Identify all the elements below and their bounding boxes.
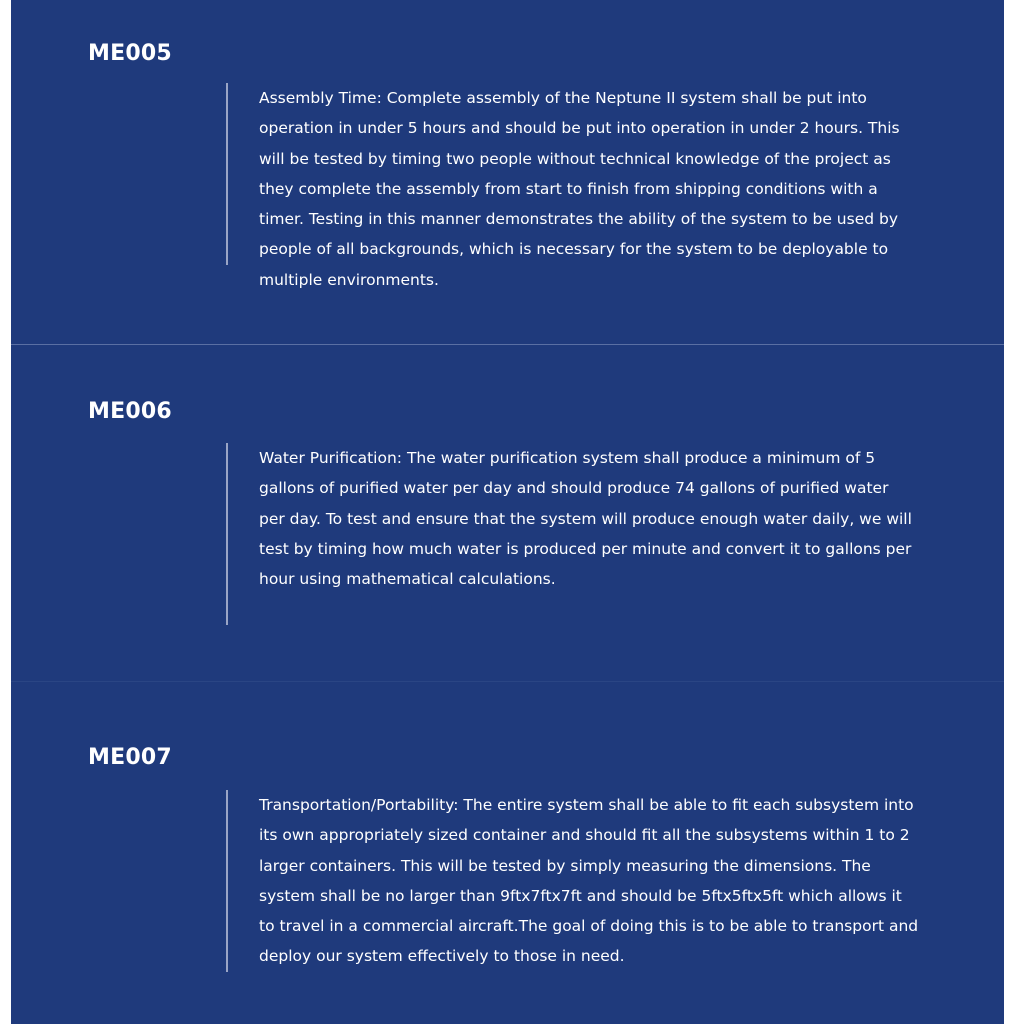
requirement-description: Transportation/Portability: The entire system shall be able to fit each subsystem into its own appropriately sized container and should fit all the subsystems within 1 to 2 larger containers. This will be tested by simply measuring the dimensions. The system shall be no larger than 9ftx7ftx7ft and should be 5ftx5ftx5ft which allows it to travel in a commercial aircraft.The goal of doing this is to be able to transport and deploy our system effectively to those in need. xyxy=(259,796,919,966)
quote-bar xyxy=(226,790,228,972)
requirements-page xyxy=(11,0,1004,1024)
requirement-code: ME007 xyxy=(88,745,172,770)
requirement-section-me006 xyxy=(11,345,1004,681)
requirement-code: ME005 xyxy=(88,41,172,66)
requirement-code: ME006 xyxy=(88,399,172,424)
quote-bar xyxy=(226,83,228,265)
requirement-description: Water Purification: The water purification system shall produce a minimum of 5 gallons of purified water per day and should produce 74 gallons of purified water per day. To test and ensure that the system will produce enough water daily, we will test by timing how much water is produced per minute and convert it to gallons per hour using mathematical calculations. xyxy=(259,449,912,589)
requirement-section-me005 xyxy=(11,0,1004,344)
requirement-description: Assembly Time: Complete assembly of the Neptune II system shall be put into operation in under 5 hours and should be put into operation in under 2 hours. This will be tested by timing two people without technical knowledge of the project as they complete the assembly from start to finish from shipping conditions with a timer. Testing in this manner demonstrates the ability of the system to be used by people of all backgrounds, which is necessary for the system to be deployable to multiple environments. xyxy=(259,89,900,289)
requirement-section-me007 xyxy=(11,682,1004,1024)
quote-bar xyxy=(226,443,228,625)
